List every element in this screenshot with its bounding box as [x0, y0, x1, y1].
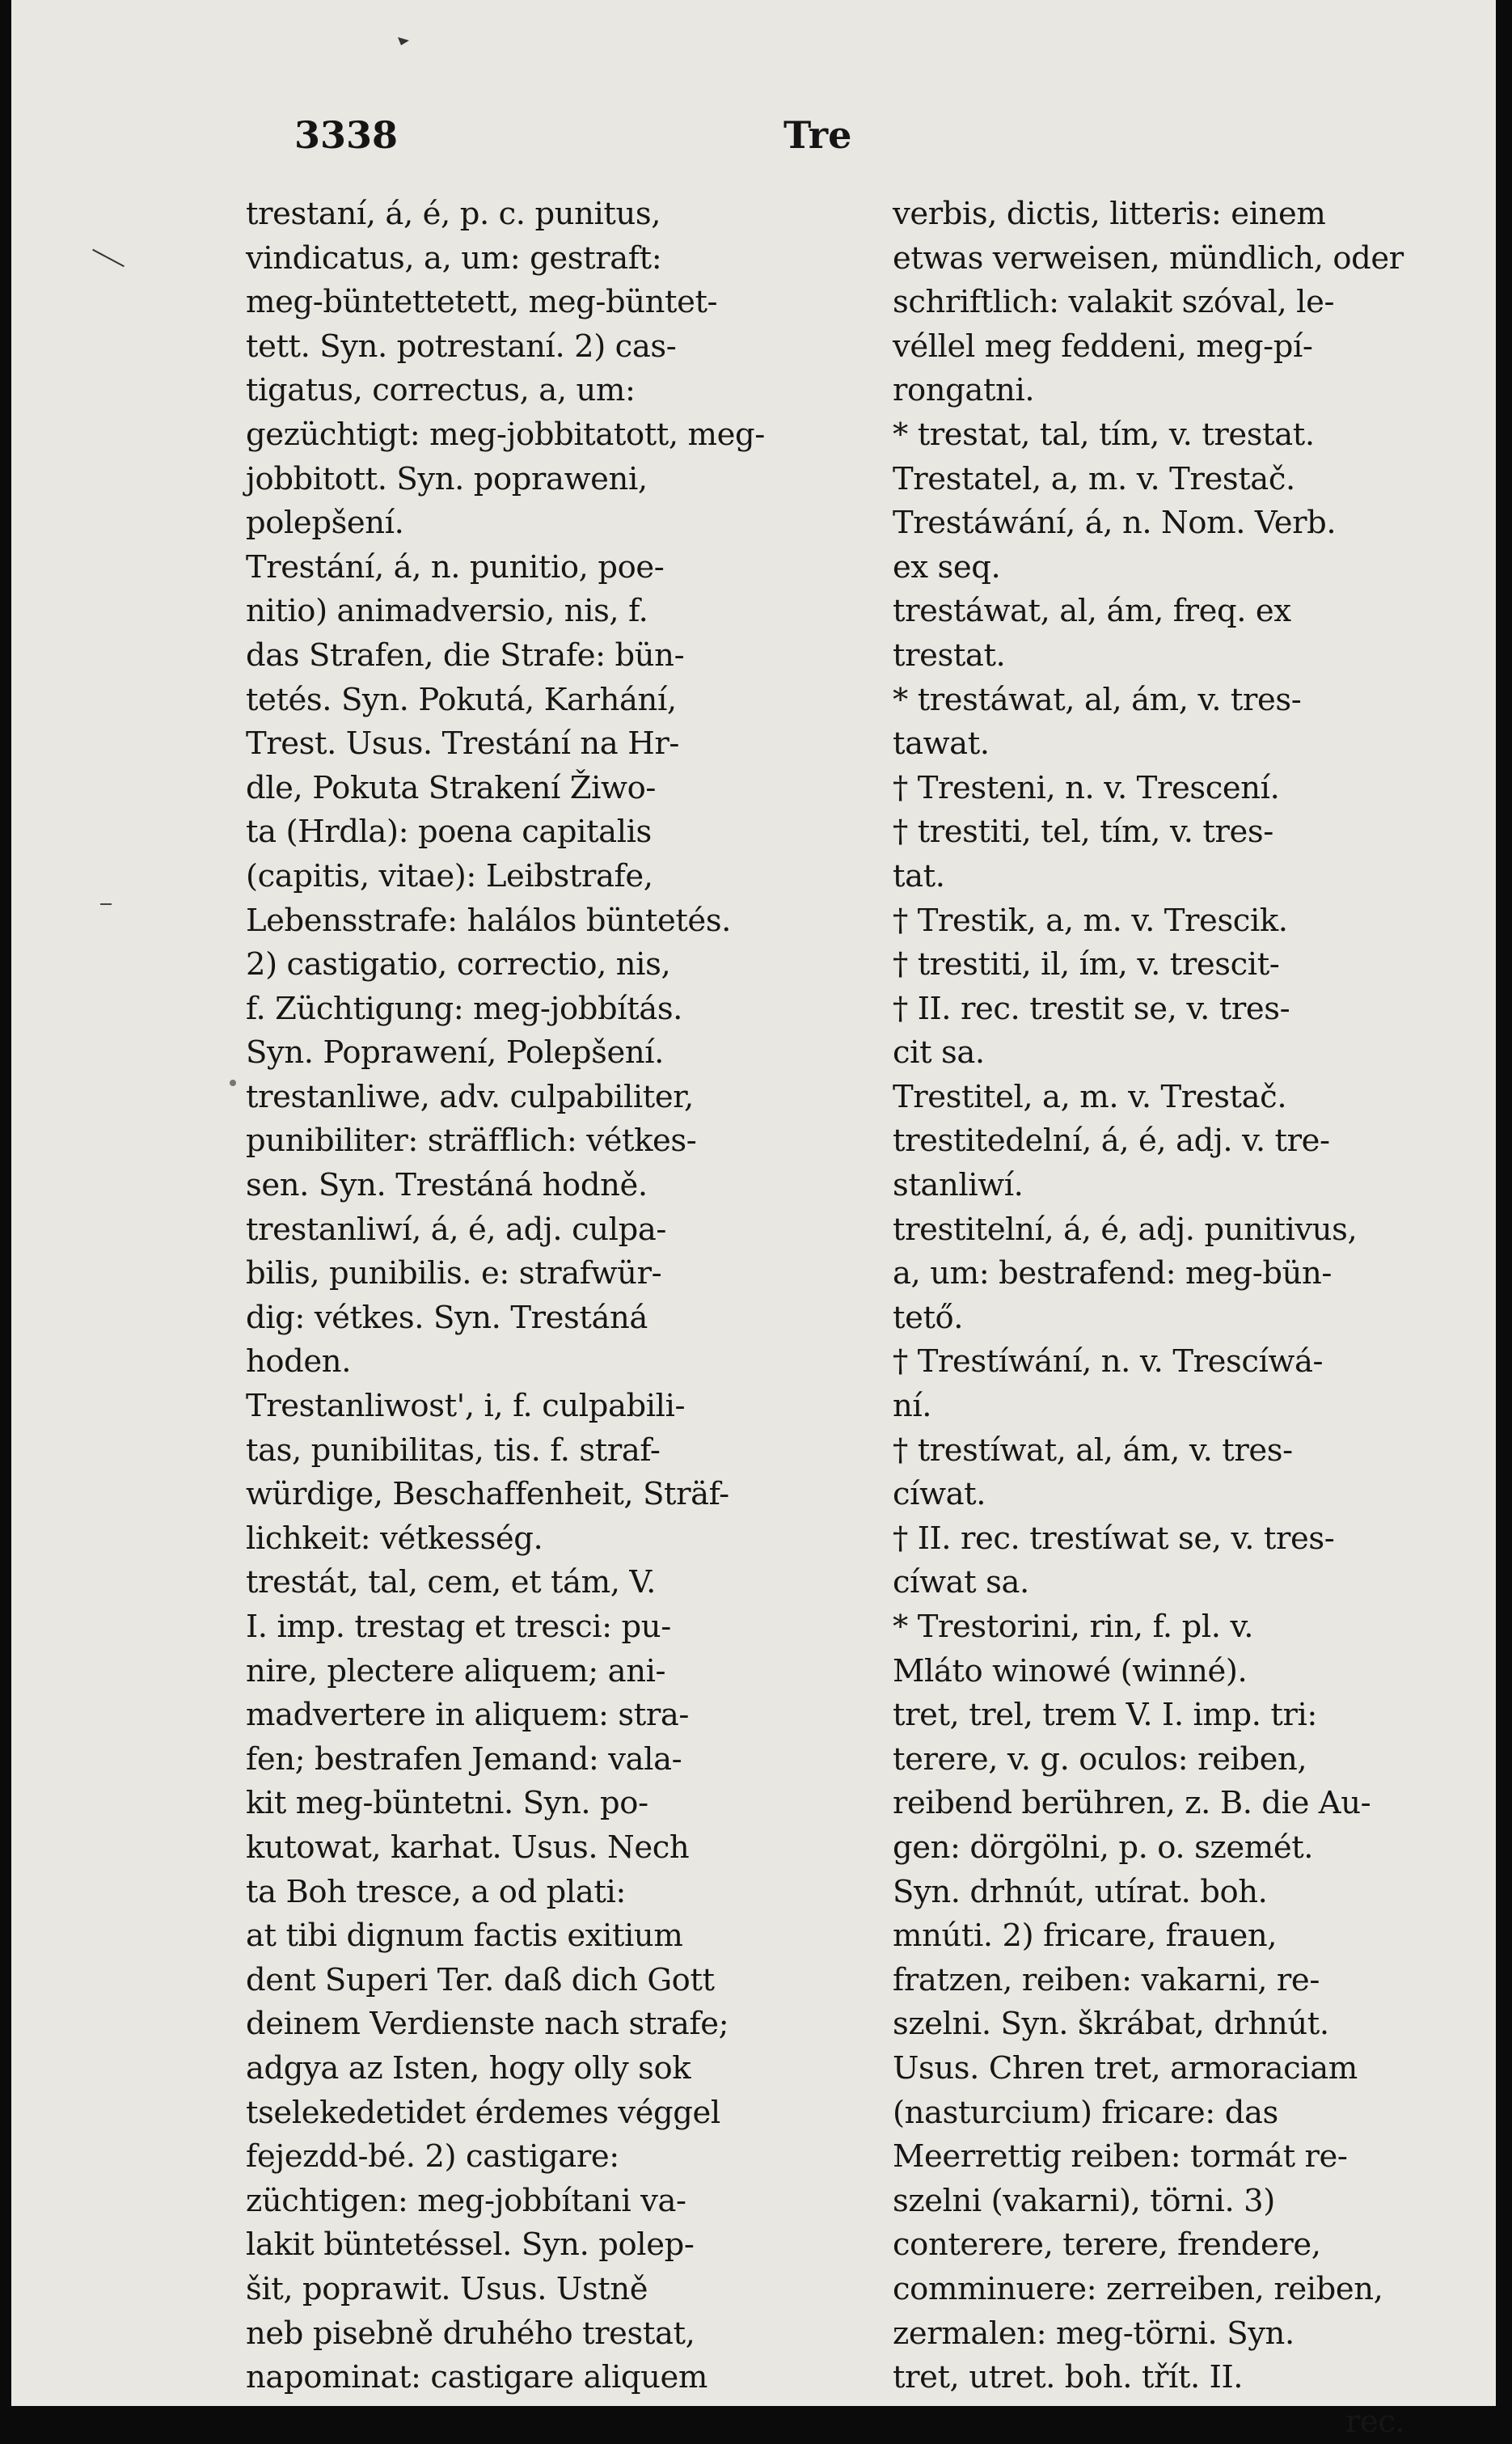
entry-line: meg-büntettetett, meg-büntet-: [246, 284, 718, 321]
entry-line: Trestáwání, á, n. Nom. Verb.: [893, 505, 1337, 542]
entry-line: lakit büntetéssel. Syn. polep-: [246, 2226, 695, 2264]
entry-line: szelni (vakarni), törni. 3): [893, 2182, 1275, 2219]
entry-line: punibiliter: sträfflich: vétkes-: [246, 1123, 697, 1160]
entry-line: trestat.: [893, 636, 1006, 674]
running-head: Tre: [783, 113, 852, 157]
entry-line: fen; bestrafen Jemand: vala-: [246, 1740, 682, 1778]
entry-line: dle, Pokuta Strakení Žiwo-: [246, 769, 657, 806]
entry-line: tető.: [893, 1299, 964, 1336]
entry-line: tigatus, correctus, a, um:: [246, 372, 636, 409]
entry-line: tselekedetidet érdemes véggel: [246, 2094, 720, 2131]
entry-line: rongatni.: [893, 372, 1035, 409]
entry-line: vindicatus, a, um: gestraft:: [246, 239, 662, 277]
entry-line: (capitis, vitae): Leibstrafe,: [246, 857, 653, 894]
entry-line: Mláto winowé (winné).: [893, 1652, 1248, 1689]
entry-line: (nasturcium) fricare: das: [893, 2094, 1278, 2131]
entry-line: tawat.: [893, 725, 990, 763]
margin-mark: [100, 903, 112, 905]
entry-line: fejezdd-bé. 2) castigare:: [246, 2138, 619, 2175]
entry-line: würdige, Beschaffenheit, Sträf-: [246, 1476, 729, 1513]
entry-line: reibend berühren, z. B. die Au-: [893, 1785, 1371, 1822]
entry-line: cíwat.: [893, 1476, 986, 1513]
entry-line: deinem Verdienste nach strafe;: [246, 2006, 729, 2043]
left-column: [246, 192, 860, 2400]
entry-line: a, um: bestrafend: meg-bün-: [893, 1255, 1333, 1292]
entry-line: † II. rec. trestíwat se, v. tres-: [893, 1520, 1335, 1557]
entry-line: trestaní, á, é, p. c. punitus,: [246, 196, 661, 232]
entry-line: * Trestorini, rin, f. pl. v.: [893, 1609, 1254, 1645]
entry-line: verbis, dictis, litteris: einem: [893, 196, 1326, 232]
entry-line: conterere, terere, frendere,: [893, 2226, 1321, 2264]
entry-line: véllel meg feddeni, meg-pí-: [893, 328, 1313, 365]
entry-line: ta Boh tresce, a od plati:: [246, 1873, 626, 1910]
entry-line: etwas verweisen, mündlich, oder: [893, 239, 1404, 277]
entry-line: trestitelní, á, é, adj. punitivus,: [893, 1211, 1358, 1248]
entry-line: tret, trel, trem V. I. imp. tri:: [893, 1697, 1317, 1734]
entry-line: mnúti. 2) fricare, frauen,: [893, 1918, 1278, 1955]
entry-line: I. imp. trestag et tresci: pu-: [246, 1609, 671, 1645]
entry-line: Trest. Usus. Trestání na Hr-: [246, 725, 679, 763]
margin-mark: [92, 249, 125, 267]
entry-line: Trestatel, a, m. v. Trestač.: [893, 460, 1295, 497]
entry-line: comminuere: zerreiben, reiben,: [893, 2270, 1383, 2307]
entry-line: neb pisebně druhého trestat,: [246, 2315, 695, 2352]
entry-line: † Trestíwání, n. v. Trescíwá-: [893, 1343, 1324, 1381]
entry-line: tetés. Syn. Pokutá, Karhání,: [246, 681, 677, 718]
entry-line: nire, plectere aliquem; ani-: [246, 1652, 666, 1689]
entry-line: * trestat, tal, tím, v. trestat.: [893, 416, 1315, 453]
entry-line: † trestiti, tel, tím, v. tres-: [893, 814, 1273, 851]
page-header: [11, 113, 1496, 178]
entry-line: ta (Hrdla): poena capitalis: [246, 814, 652, 851]
entry-line: stanliwí.: [893, 1167, 1024, 1204]
entry-line: Trestitel, a, m. v. Trestač.: [893, 1078, 1287, 1115]
entry-line: f. Züchtigung: meg-jobbítás.: [246, 990, 683, 1027]
entry-line: madvertere in aliquem: stra-: [246, 1697, 689, 1734]
entry-line: hoden.: [246, 1343, 352, 1381]
entry-line: fratzen, reiben: vakarni, re-: [893, 1961, 1320, 1998]
entry-line: gezüchtigt: meg-jobbitatott, meg-: [246, 416, 765, 453]
entry-line: bilis, punibilis. e: strafwür-: [246, 1255, 662, 1292]
entry-line: tat.: [893, 857, 945, 894]
entry-line: Syn. Poprawení, Polepšení.: [246, 1034, 665, 1072]
entry-line: * trestáwat, al, ám, v. tres-: [893, 681, 1302, 718]
entry-line: trestitedelní, á, é, adj. v. tre-: [893, 1123, 1330, 1160]
entry-line: Lebensstrafe: halálos büntetés.: [246, 902, 732, 939]
entry-line: züchtigen: meg-jobbítani va-: [246, 2182, 686, 2219]
entry-line: Usus. Chren tret, armoraciam: [893, 2049, 1358, 2087]
corner-mark-icon: [396, 36, 411, 47]
entry-line: szelni. Syn. škrábat, drhnút.: [893, 2006, 1329, 2043]
entry-line: gen: dörgölni, p. o. szemét.: [893, 1829, 1314, 1866]
entry-line: ní.: [893, 1388, 932, 1425]
margin-mark: [230, 1080, 236, 1086]
entry-line: zermalen: meg-törni. Syn.: [893, 2315, 1294, 2352]
entry-line: Syn. drhnút, utírat. boh.: [893, 1873, 1268, 1910]
entry-line: trestanliwí, á, é, adj. culpa-: [246, 1211, 666, 1248]
entry-line: lichkeit: vétkesség.: [246, 1520, 543, 1557]
entry-line: terere, v. g. oculos: reiben,: [893, 1740, 1307, 1778]
entry-line: cíwat sa.: [893, 1564, 1029, 1601]
entry-line: tett. Syn. potrestaní. 2) cas-: [246, 328, 677, 365]
entry-line: kit meg-büntetni. Syn. po-: [246, 1785, 648, 1822]
entry-line: kutowat, karhat. Usus. Nech: [246, 1829, 690, 1866]
entry-line: tret, utret. boh. třít. II.: [893, 2359, 1244, 2396]
entry-line: trestáwat, al, ám, freq. ex: [893, 593, 1291, 630]
entry-line: cit sa.: [893, 1034, 985, 1072]
entry-line: † trestíwat, al, ám, v. tres-: [893, 1431, 1293, 1469]
entry-line: Meerrettig reiben: tormát re-: [893, 2138, 1348, 2175]
entry-line: dig: vétkes. Syn. Trestáná: [246, 1299, 648, 1336]
entry-line: rec.: [1345, 2403, 1405, 2440]
entry-line: 2) castigatio, correctio, nis,: [246, 946, 671, 983]
entry-line: † trestiti, il, ím, v. trescit-: [893, 946, 1280, 983]
entry-line: Trestanliwost', i, f. culpabili-: [246, 1388, 686, 1425]
entry-line: trestát, tal, cem, et tám, V.: [246, 1564, 656, 1601]
entry-line: polepšení.: [246, 505, 404, 542]
entry-line: adgya az Isten, hogy olly sok: [246, 2049, 691, 2087]
entry-line: das Strafen, die Strafe: bün-: [246, 636, 685, 674]
page-number: 3338: [294, 113, 399, 157]
entry-line: nitio) animadversio, nis, f.: [246, 593, 648, 630]
entry-line: šit, poprawit. Usus. Ustně: [246, 2270, 648, 2307]
entry-line: dent Superi Ter. daß dich Gott: [246, 1961, 715, 1998]
entry-line: ex seq.: [893, 548, 1001, 586]
entry-line: napominat: castigare aliquem: [246, 2359, 708, 2396]
entry-line: Trestání, á, n. punitio, poe-: [246, 548, 665, 586]
entry-line: sen. Syn. Trestáná hodně.: [246, 1167, 648, 1204]
entry-line: † Trestik, a, m. v. Trescik.: [893, 902, 1288, 939]
entry-line: tas, punibilitas, tis. f. straf-: [246, 1431, 661, 1469]
right-column: [893, 192, 1451, 2444]
entry-line: † II. rec. trestit se, v. tres-: [893, 990, 1290, 1027]
entry-line: at tibi dignum factis exitium: [246, 1918, 683, 1955]
entry-line: trestanliwe, adv. culpabiliter,: [246, 1078, 694, 1115]
entry-line: † Tresteni, n. v. Trescení.: [893, 769, 1280, 806]
dictionary-page: [11, 0, 1496, 2440]
entry-line: jobbitott. Syn. popraweni,: [246, 460, 648, 497]
entry-line: schriftlich: valakit szóval, le-: [893, 284, 1335, 321]
